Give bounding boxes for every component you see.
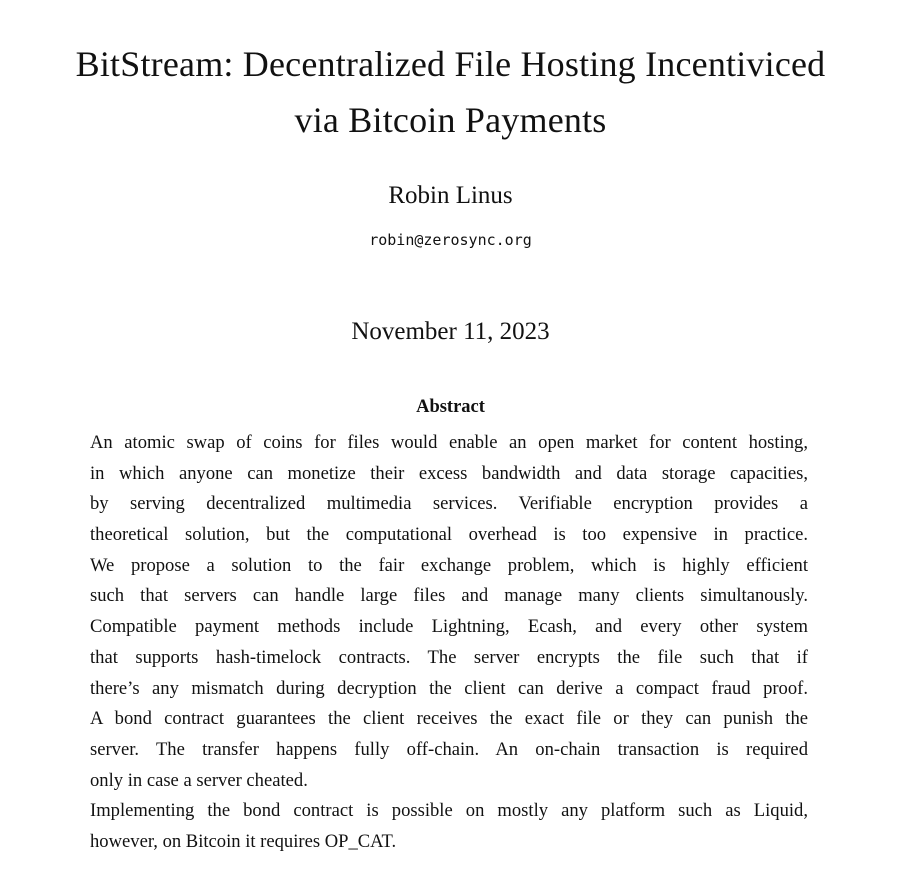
abstract-line: only in case a server cheated.: [90, 769, 308, 791]
paper-title: [0, 36, 901, 148]
author-email: robin@zerosync.org: [369, 231, 532, 249]
abstract-line: such that servers can handle large files and manage many clients simultanously.: [90, 585, 808, 607]
abstract-line: there’s any mismatch during decryption the client can derive a compact fraud proof.: [90, 677, 808, 699]
abstract-line: that supports hash-timelock contracts. The server encrypts the file such that if: [90, 646, 808, 668]
abstract-line: We propose a solution to the fair exchange problem, which is highly efficient: [90, 554, 808, 576]
abstract-line: in which anyone can monetize their excess bandwidth and data storage capacities,: [90, 462, 808, 484]
abstract-body: [90, 428, 808, 858]
paper-date: November 11, 2023: [351, 318, 550, 345]
abstract-line: A bond contract guarantees the client receives the exact file or they can punish the: [90, 708, 808, 730]
abstract-line: by serving decentralized multimedia services. Verifiable encryption provides a: [90, 493, 808, 515]
author-name: Robin Linus: [388, 182, 513, 209]
abstract-line: Implementing the bond contract is possible on mostly any platform such as Liquid,: [90, 800, 808, 822]
abstract-line: however, on Bitcoin it requires OP_CAT.: [90, 830, 397, 852]
paper-title-line: BitStream: Decentralized File Hosting Incentiviced: [75, 44, 826, 84]
abstract-line: An atomic swap of coins for files would enable an open market for content hosting,: [90, 432, 808, 453]
abstract-line: server. The transfer happens fully off-chain. An on-chain transaction is required: [90, 738, 808, 760]
paper-title-line: via Bitcoin Payments: [294, 100, 607, 140]
abstract-line: theoretical solution, but the computational overhead is too expensive in practice.: [90, 524, 808, 546]
abstract-heading: Abstract: [416, 397, 485, 417]
abstract-line: Compatible payment methods include Lightning, Ecash, and every other system: [90, 616, 808, 638]
